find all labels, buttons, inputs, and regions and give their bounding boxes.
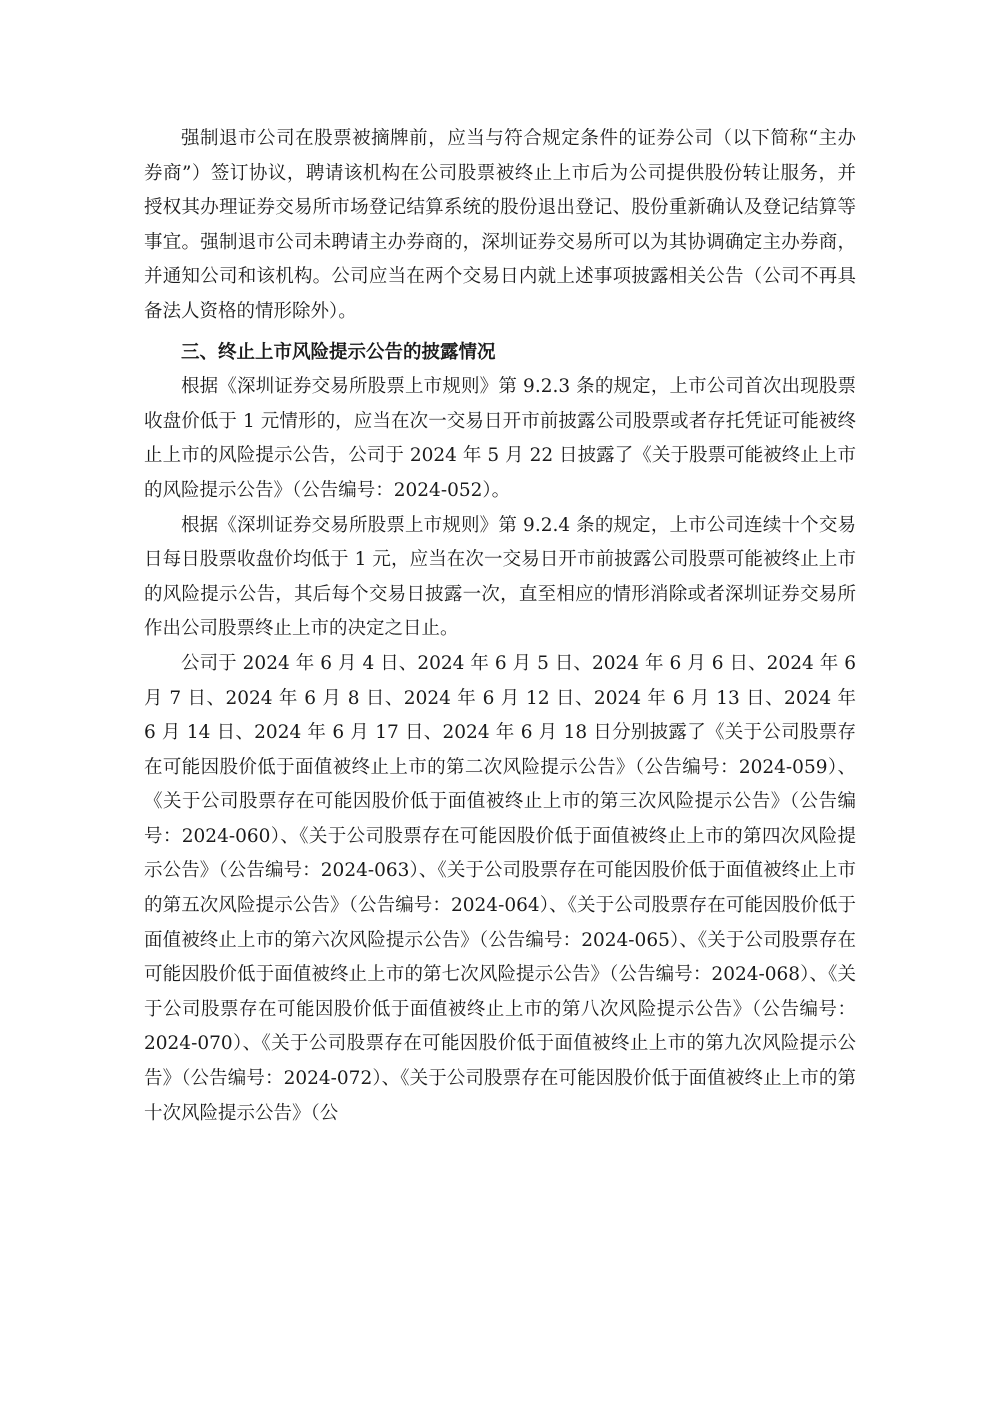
paragraph-rule-9-2-3: 根据《深圳证券交易所股票上市规则》第 9.2.3 条的规定，上市公司首次出现股票收盘价低于 1 元情形的，应当在次一交易日开市前披露公司股票或者存托凭证可能被终止上市的风险提示公告，公司于 2024 年 5 月 22 日披露了《关于股票可能被终止上市的风险提示公告》（公告编号：2024-052）。 — [144, 376, 856, 501]
document-page — [144, 122, 856, 1131]
section-heading-risk-notice: 三、终止上市风险提示公告的披露情况 — [181, 341, 496, 363]
paragraph-delisting-broker: 强制退市公司在股票被摘牌前，应当与符合规定条件的证券公司（以下简称“主办券商”）签订协议，聘请该机构在公司股票被终止上市后为公司提供股份转让服务，并授权其办理证券交易所市场登记结算系统的股份退出登记、股份重新确认及登记结算等事宜。强制退市公司未聘请主办券商的，深圳证券交易所可以为其协调确定主办券商，并通知公司和该机构。公司应当在两个交易日内就上述事项披露相关公告（公司不再具备法人资格的情形除外）。 — [144, 128, 856, 322]
paragraph-disclosure-list: 公司于 2024 年 6 月 4 日、2024 年 6 月 5 日、2024 年 6 月 6 日、2024 年 6 月 7 日、2024 年 6 月 8 日、2024 年 6 月 12 日、2024 年 6 月 13 日、2024 年 6 月 14 日、2024 年 6 月 17 日、2024 年 6 月 18 日分别披露了《关于公司股票存在可能因股价低于面值被终止上市的第二次风险提示公告》（公告编号：2024-059）、《关于公司股票存在可能因股价低于面值被终止上市的第三次风险提示公告》（公告编号：2024-060）、《关于公司股票存在可能因股价低于面值被终止上市的第四次风险提示公告》（公告编号：2024-063）、《关于公司股票存在可能因股价低于面值被终止上市的第五次风险提示公告》（公告编号：2024-064）、《关于公司股票存在可能因股价低于面值被终止上市的第六次风险提示公告》（公告编号：2024-065）、《关于公司股票存在可能因股价低于面值被终止上市的第七次风险提示公告》（公告编号：2024-068）、《关于公司股票存在可能因股价低于面值被终止上市的第八次风险提示公告》（公告编号：2024-070）、《关于公司股票存在可能因股价低于面值被终止上市的第九次风险提示公告》（公告编号：2024-072）、《关于公司股票存在可能因股价低于面值被终止上市的第十次风险提示公告》（公 — [144, 652, 856, 1124]
paragraph-rule-9-2-4: 根据《深圳证券交易所股票上市规则》第 9.2.4 条的规定，上市公司连续十个交易日每日股票收盘价均低于 1 元，应当在次一交易日开市前披露公司股票可能被终止上市的风险提示公告，其后每个交易日披露一次，直至相应的情形消除或者深圳证券交易所作出公司股票终止上市的决定之日止。 — [144, 514, 856, 640]
